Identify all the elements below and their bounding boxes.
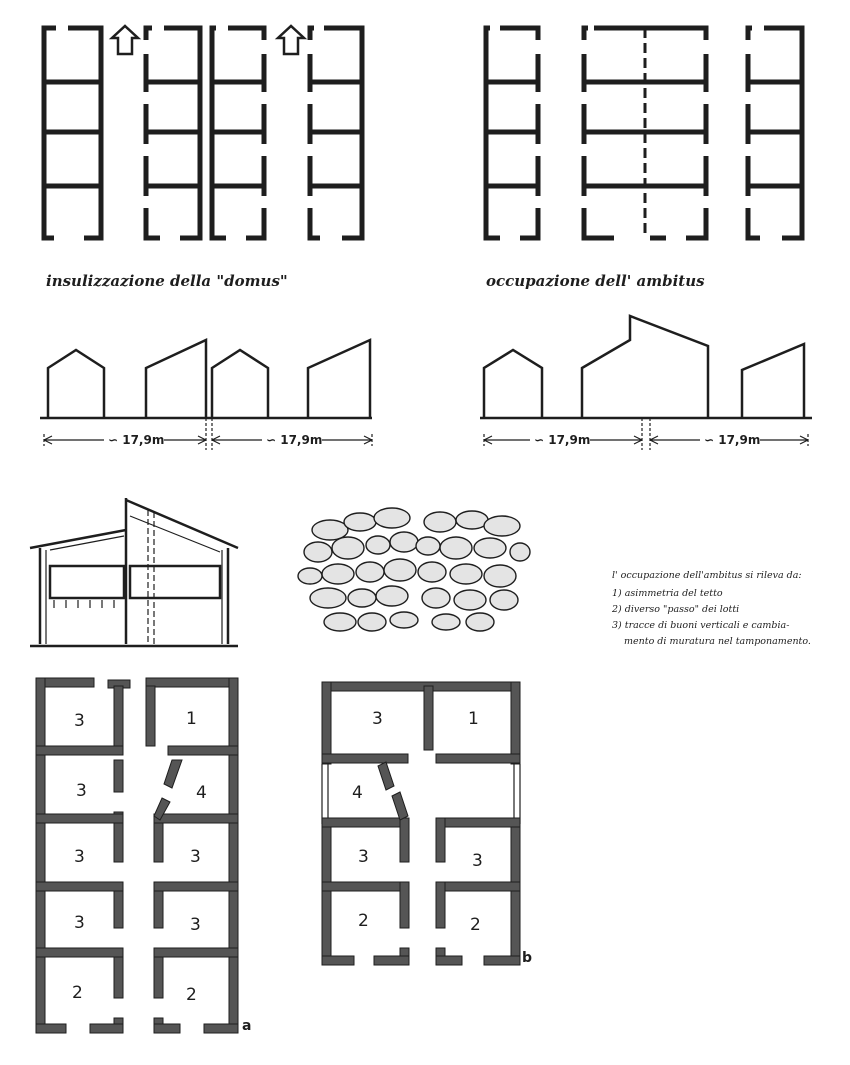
- room-label: 2: [358, 911, 369, 931]
- room-label: 3: [190, 915, 201, 935]
- room-label: 4: [196, 783, 207, 803]
- plan-letter-a: a: [242, 1018, 252, 1034]
- room-label: 3: [358, 847, 369, 867]
- strip-r1: [486, 28, 538, 238]
- room-label: 3: [74, 711, 85, 731]
- floor-plan-a: [36, 678, 238, 1033]
- dimension-label: ∽ 17,9m: [534, 433, 591, 447]
- up-arrow-icon: [112, 26, 138, 54]
- strip-4: [310, 28, 362, 238]
- floor-plan-b: [322, 682, 520, 965]
- dimension-label: ∽ 17,9m: [108, 433, 165, 447]
- caption-insulizzazione: insulizzazione della "domus": [46, 272, 288, 290]
- room-label: 3: [472, 851, 483, 871]
- note-block: [611, 570, 811, 647]
- occupazione-strips: [486, 28, 802, 238]
- plan-letter-b: b: [522, 950, 533, 966]
- room-label: 2: [470, 915, 481, 935]
- room-label: 1: [186, 709, 197, 729]
- note-item: 3) tracce di buoni verticali e cambia-: [612, 620, 790, 631]
- room-label: 3: [372, 709, 383, 729]
- room-label: 1: [468, 709, 479, 729]
- dimension-label: ∽ 17,9m: [704, 433, 761, 447]
- strip-1: [44, 28, 101, 238]
- note-item: 1) asimmetria del tetto: [612, 588, 723, 599]
- insulizzazione-strips: [44, 26, 362, 238]
- strip-3: [212, 28, 264, 238]
- note-item: 2) diverso "passo" dei lotti: [612, 604, 740, 615]
- room-label: 3: [74, 913, 85, 933]
- room-label: 3: [74, 847, 85, 867]
- elevation-occupazione: [480, 316, 812, 450]
- room-label: 3: [76, 781, 87, 801]
- up-arrow-icon: [278, 26, 304, 54]
- room-label: 3: [190, 847, 201, 867]
- room-label: 4: [352, 783, 363, 803]
- room-label: 2: [186, 985, 197, 1005]
- note-item: mento di muratura nel tamponamento.: [624, 636, 811, 647]
- strip-r2-merged: [584, 28, 706, 238]
- strip-2: [146, 28, 200, 238]
- caption-occupazione: occupazione dell' ambitus: [486, 272, 705, 290]
- building-section: [30, 498, 238, 646]
- note-intro: l' occupazione dell'ambitus si rileva da:: [612, 570, 802, 581]
- strip-r3: [748, 28, 802, 238]
- room-label: 2: [72, 983, 83, 1003]
- stone-wall-texture: [298, 508, 530, 631]
- dimension-label: ∽ 17,9m: [266, 433, 323, 447]
